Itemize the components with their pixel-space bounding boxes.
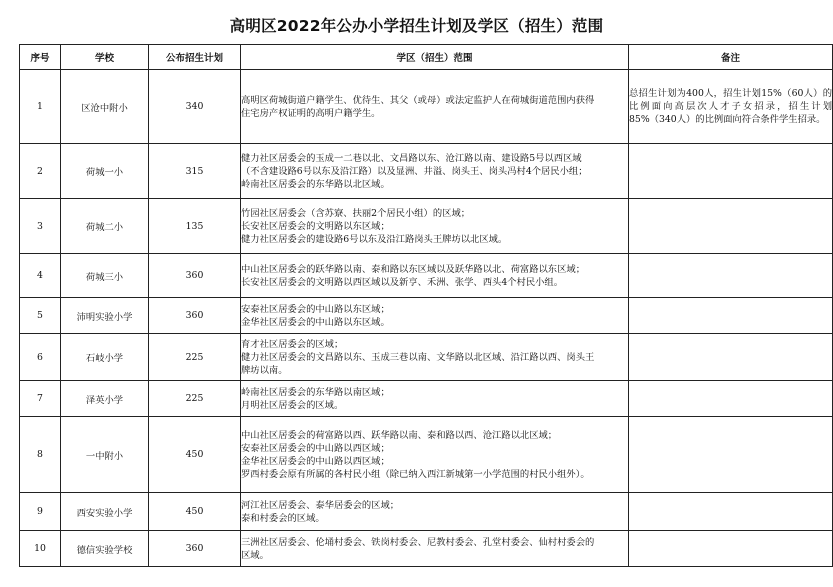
district-line: 高明区荷城街道户籍学生、优待生、其父（或母）或法定监护人在荷城街道范围内获得 [241, 94, 595, 106]
row-school: 泽英小学 [61, 381, 149, 417]
row-plan: 225 [149, 381, 241, 417]
district-line: 月明社区居委会的区域。 [241, 399, 344, 411]
row-index: 2 [20, 144, 61, 199]
district-line: 三洲社区居委会、伦埇村委会、铁岗村委会、尼教村委会、孔堂村委会、仙村村委会的 [241, 536, 595, 548]
row-district [241, 493, 629, 531]
row-remark [629, 493, 833, 531]
district-line: 长安社区居委会的文明路以东区域； [241, 220, 390, 232]
row-plan: 450 [149, 417, 241, 493]
table-row [20, 334, 833, 381]
row-index: 1 [20, 70, 61, 144]
row-remark [629, 298, 833, 334]
table-row [20, 254, 833, 298]
district-line: 健力社区居委会的建设路6号以东及沿江路岗头王牌坊以北区域。 [241, 233, 508, 245]
table-row [20, 417, 833, 493]
district-line: 金华社区居委会的中山路以西区域； [241, 455, 390, 467]
remark-text: 总招生计划为400人，招生计划15%（60人）的比例面向高层次人才子女招录，招生计划85%（340人）的比例面向符合条件学生招录。 [629, 88, 832, 125]
row-school: 一中附小 [61, 417, 149, 493]
row-index: 7 [20, 381, 61, 417]
table-row [20, 70, 833, 144]
header-index: 序号 [20, 45, 61, 70]
district-line: 河江社区居委会、泰华居委会的区域； [241, 499, 400, 511]
row-district [241, 254, 629, 298]
row-plan: 225 [149, 334, 241, 381]
district-line: 牌坊以南。 [241, 364, 288, 376]
header-district: 学区（招生）范围 [241, 45, 629, 70]
row-remark [629, 70, 833, 144]
district-line: （不含建设路6号以东及沿江路）以及显洲、井溢、岗头王、岗头冯村4个居民小组； [241, 165, 588, 177]
row-remark [629, 531, 833, 567]
row-school: 区沧中附小 [61, 70, 149, 144]
row-remark [629, 417, 833, 493]
row-remark [629, 254, 833, 298]
row-index: 6 [20, 334, 61, 381]
row-index: 8 [20, 417, 61, 493]
table-header-row [20, 45, 833, 70]
district-line: 健力社区居委会的玉成一二巷以北、文昌路以东、沧江路以南、建设路5号以西区域 [241, 152, 582, 164]
row-index: 9 [20, 493, 61, 531]
row-remark [629, 144, 833, 199]
row-school: 荷城三小 [61, 254, 149, 298]
row-plan: 340 [149, 70, 241, 144]
row-plan: 135 [149, 199, 241, 254]
district-line: 罗西村委会原有所属的各村民小组（除已纳入西江新城第一小学范围的村民小组外）。 [241, 468, 590, 480]
district-line: 金华社区居委会的中山路以东区域。 [241, 316, 390, 328]
row-district [241, 144, 629, 199]
district-line: 育才社区居委会的区域； [241, 338, 344, 350]
header-plan: 公布招生计划 [149, 45, 241, 70]
district-line: 岭南社区居委会的东华路以南区域； [241, 386, 390, 398]
row-district [241, 199, 629, 254]
row-remark [629, 334, 833, 381]
row-index: 3 [20, 199, 61, 254]
district-line: 住宅房产权证明的高明户籍学生。 [241, 107, 381, 119]
row-school: 沛明实验小学 [61, 298, 149, 334]
district-line: 健力社区居委会的文昌路以东、玉成三巷以南、文华路以北区域、沿江路以西、岗头王 [241, 351, 595, 363]
header-school: 学校 [61, 45, 149, 70]
district-line: 长安社区居委会的文明路以西区域以及新亨、禾洲、张学、西头4个村民小组。 [241, 276, 564, 288]
header-remark: 备注 [629, 45, 833, 70]
row-plan: 315 [149, 144, 241, 199]
row-district [241, 531, 629, 567]
district-line: 安泰社区居委会的中山路以西区域； [241, 442, 390, 454]
row-remark [629, 381, 833, 417]
row-school: 石岐小学 [61, 334, 149, 381]
row-district [241, 381, 629, 417]
row-index: 4 [20, 254, 61, 298]
row-district [241, 298, 629, 334]
row-index: 10 [20, 531, 61, 567]
row-plan: 360 [149, 298, 241, 334]
district-line: 中山社区居委会的荷富路以西、跃华路以南、泰和路以西、沧江路以北区域； [241, 429, 558, 441]
enrollment-table [19, 44, 833, 567]
row-school: 荷城二小 [61, 199, 149, 254]
table-row [20, 199, 833, 254]
district-line: 泰和村委会的区域。 [241, 512, 325, 524]
district-line: 中山社区居委会的跃华路以南、泰和路以东区域以及跃华路以北、荷富路以东区域； [241, 263, 585, 275]
row-school: 西安实验小学 [61, 493, 149, 531]
district-line: 岭南社区居委会的东华路以北区域。 [241, 178, 390, 190]
row-index: 5 [20, 298, 61, 334]
district-line: 区域。 [241, 549, 269, 561]
row-plan: 360 [149, 254, 241, 298]
district-line: 安泰社区居委会的中山路以东区域； [241, 303, 390, 315]
district-line: 竹园社区居委会（含苏寮、扶丽2个居民小组）的区域； [241, 207, 471, 219]
table-row [20, 144, 833, 199]
row-school: 德信实验学校 [61, 531, 149, 567]
page-title: 高明区2022年公办小学招生计划及学区（招生）范围 [229, 17, 604, 35]
row-district [241, 334, 629, 381]
table-row [20, 298, 833, 334]
row-remark [629, 199, 833, 254]
table-row [20, 531, 833, 567]
row-plan: 360 [149, 531, 241, 567]
row-plan: 450 [149, 493, 241, 531]
table-row [20, 381, 833, 417]
row-school: 荷城一小 [61, 144, 149, 199]
row-district [241, 70, 629, 144]
table-row [20, 493, 833, 531]
row-district [241, 417, 629, 493]
